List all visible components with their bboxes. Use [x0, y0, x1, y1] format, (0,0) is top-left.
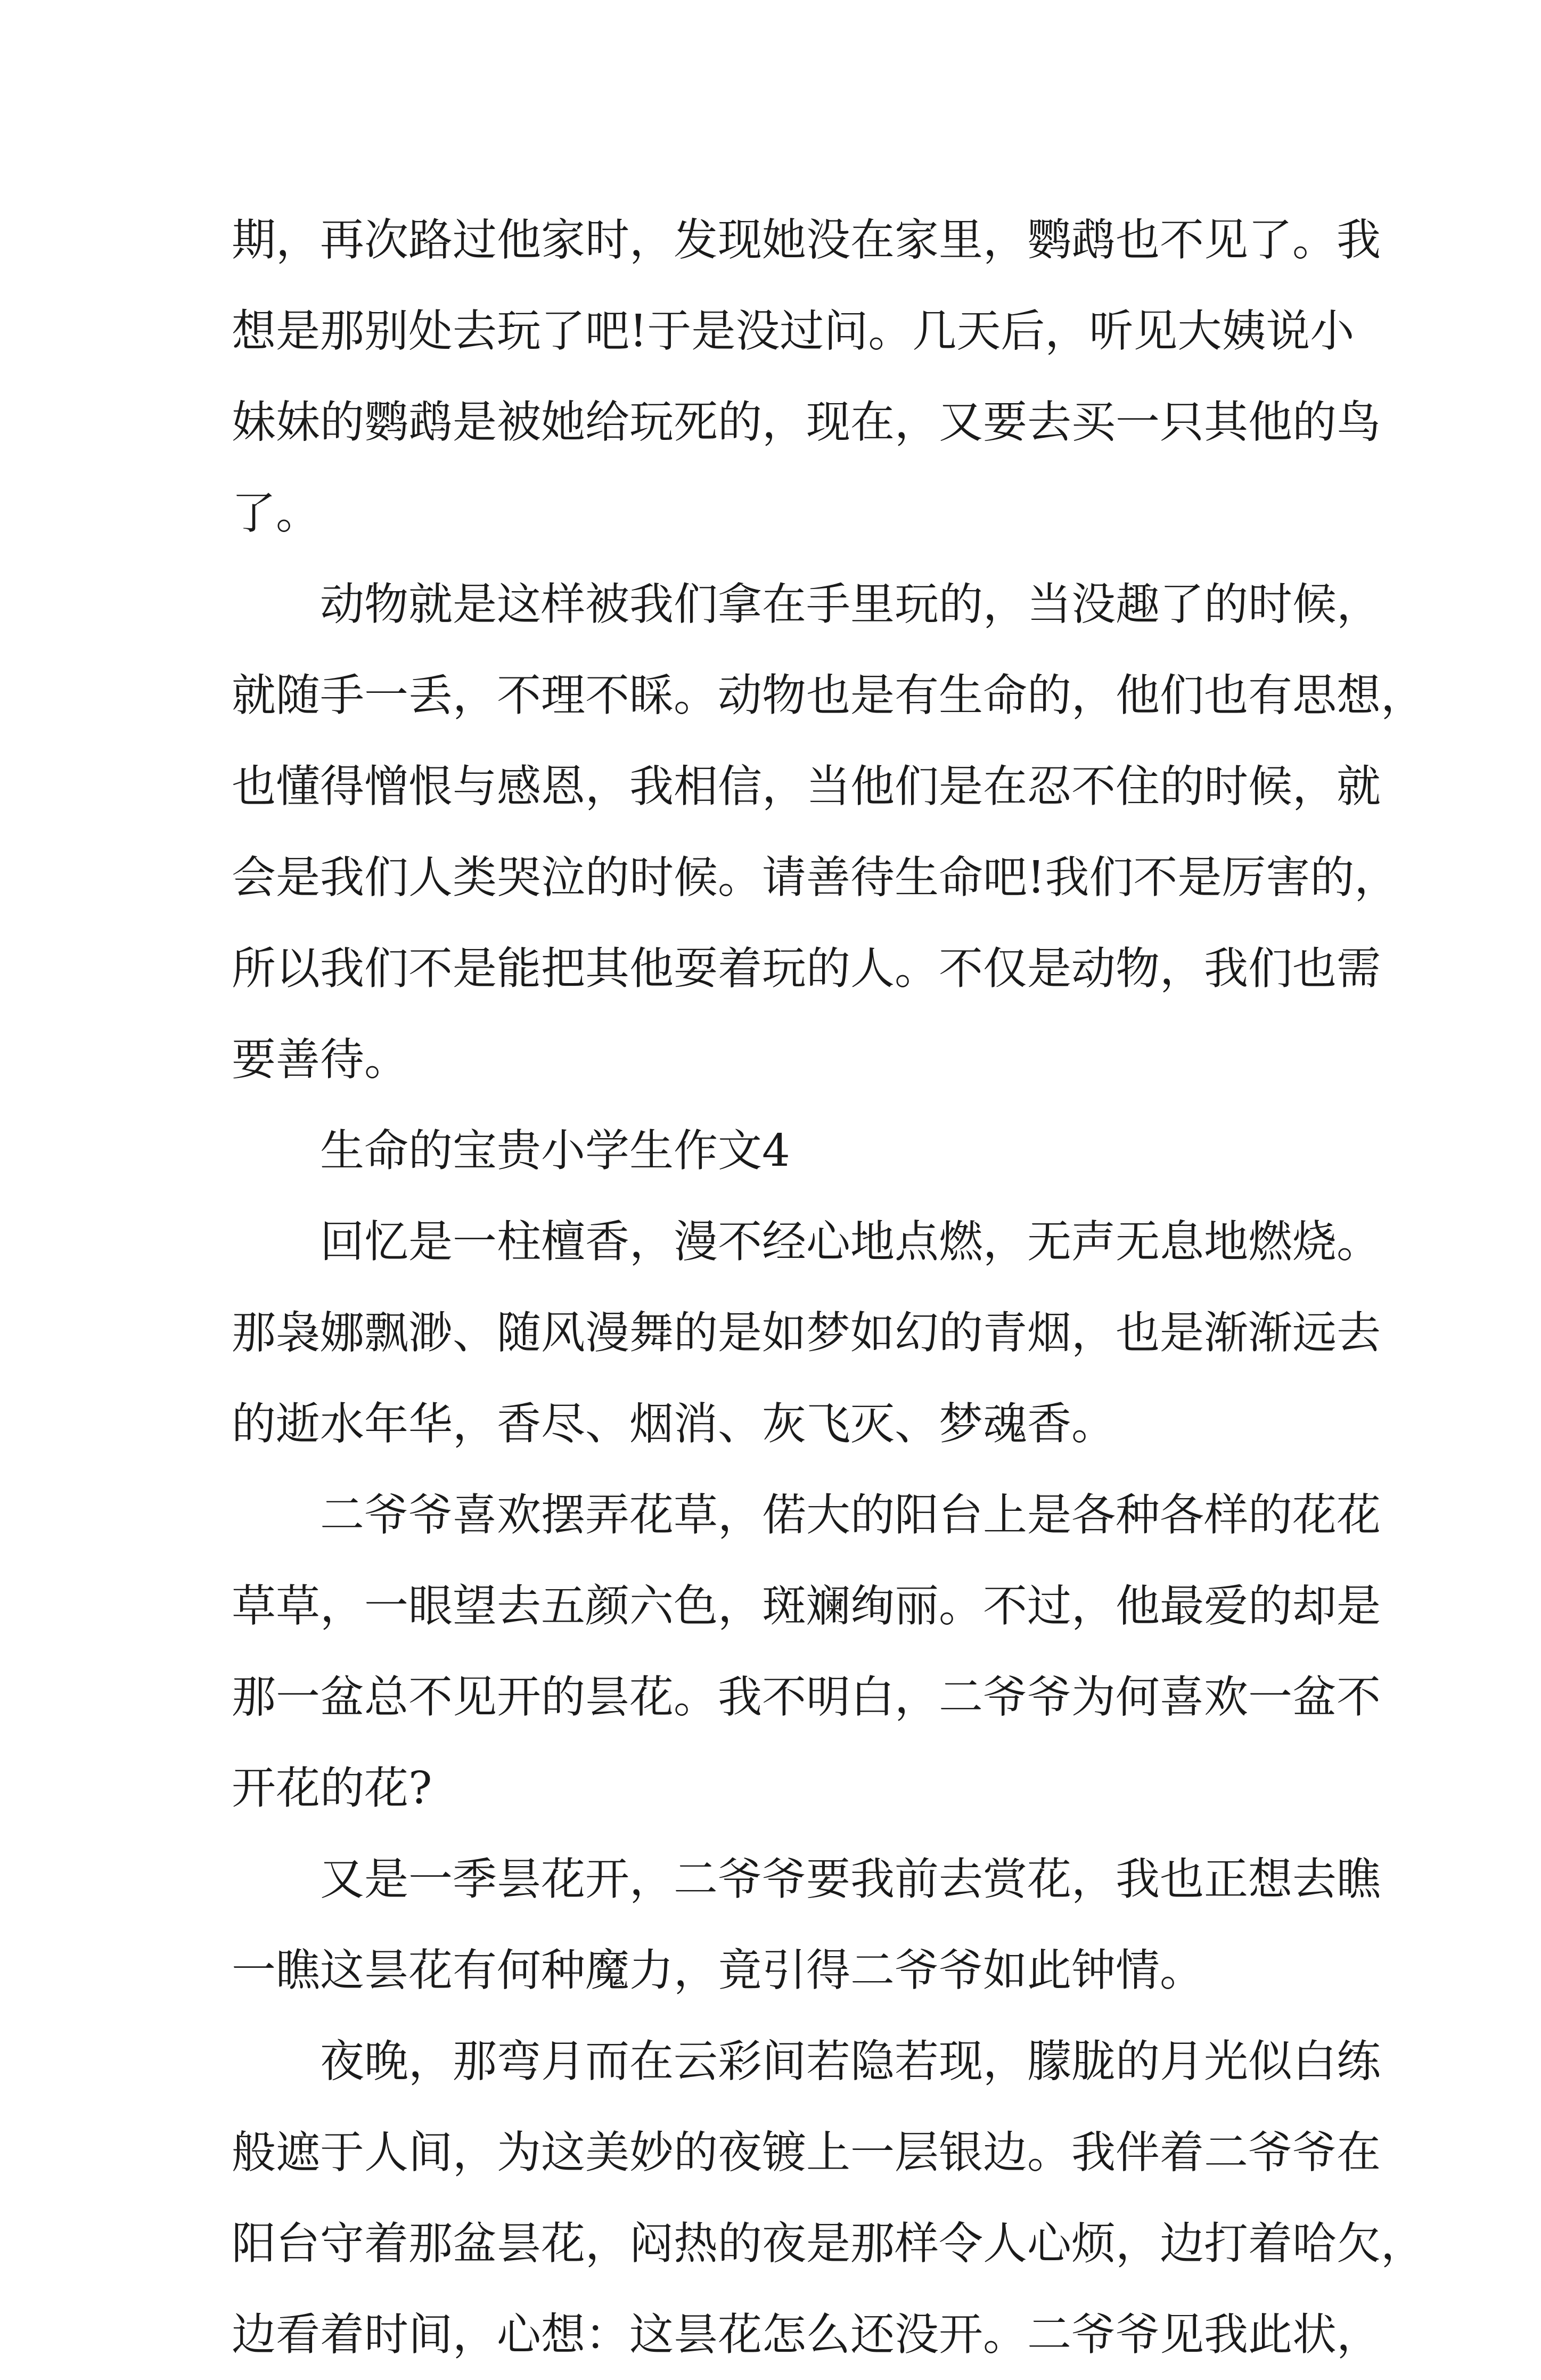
text-line: 阳台守着那盆昙花，闷热的夜是那样令人心烦，边打着哈欠， [232, 2218, 1425, 2269]
text-line: 一瞧这昙花有何种魔力，竟引得二爷爷如此钟情。 [232, 1944, 1204, 1996]
text-line: 想是那别处去玩了吧!于是没过问。几天后，听见大姨说小 [232, 305, 1355, 357]
text-line: 会是我们人类哭泣的时候。请善待生命吧!我们不是厉害的， [232, 852, 1399, 903]
section-heading: 生命的宝贵小学生作文4 [320, 1125, 790, 1176]
text-line: 期，再次路过他家时，发现她没在家里，鹦鹉也不见了。我 [232, 214, 1381, 266]
text-line: 开花的花? [232, 1762, 432, 1814]
text-line: 所以我们不是能把其他耍着玩的人。不仅是动物，我们也需 [232, 943, 1381, 994]
text-line: 了。 [232, 487, 320, 539]
text-line: 的逝水年华，香尽、烟消、灰飞灭、梦魂香。 [232, 1398, 1116, 1450]
text-line: 也懂得憎恨与感恩，我相信，当他们是在忍不住的时候，就 [232, 760, 1381, 812]
text-line: 般遮于人间，为这美妙的夜镀上一层银边。我伴着二爷爷在 [232, 2127, 1381, 2178]
text-line: 回忆是一柱檀香，漫不经心地点燃，无声无息地燃烧。 [320, 1216, 1381, 1267]
text-line: 那袅娜飘渺、随风漫舞的是如梦如幻的青烟，也是渐渐远去 [232, 1307, 1381, 1359]
text-line: 妹妹的鹦鹉是被她给玩死的，现在，又要去买一只其他的鸟 [232, 396, 1381, 448]
text-line: 又是一季昙花开，二爷爷要我前去赏花，我也正想去瞧 [320, 1853, 1381, 1905]
text-line: 动物就是这样被我们拿在手里玩的，当没趣了的时候， [320, 578, 1381, 630]
text-line: 二爷爷喜欢摆弄花草，偌大的阳台上是各种各样的花花 [320, 1489, 1381, 1541]
text-line: 就随手一丢，不理不睬。动物也是有生命的，他们也有思想， [232, 669, 1425, 721]
text-line: 那一盆总不见开的昙花。我不明白，二爷爷为何喜欢一盆不 [232, 1671, 1381, 1723]
body-text [232, 194, 1425, 2380]
text-line: 草草，一眼望去五颜六色，斑斓绚丽。不过，他最爱的却是 [232, 1580, 1381, 1632]
text-line: 夜晚，那弯月而在云彩间若隐若现，朦胧的月光似白练 [320, 2035, 1381, 2087]
text-line: 边看着时间，心想：这昙花怎么还没开。二爷爷见我此状， [232, 2309, 1381, 2360]
text-line: 要善待。 [232, 1034, 408, 1085]
